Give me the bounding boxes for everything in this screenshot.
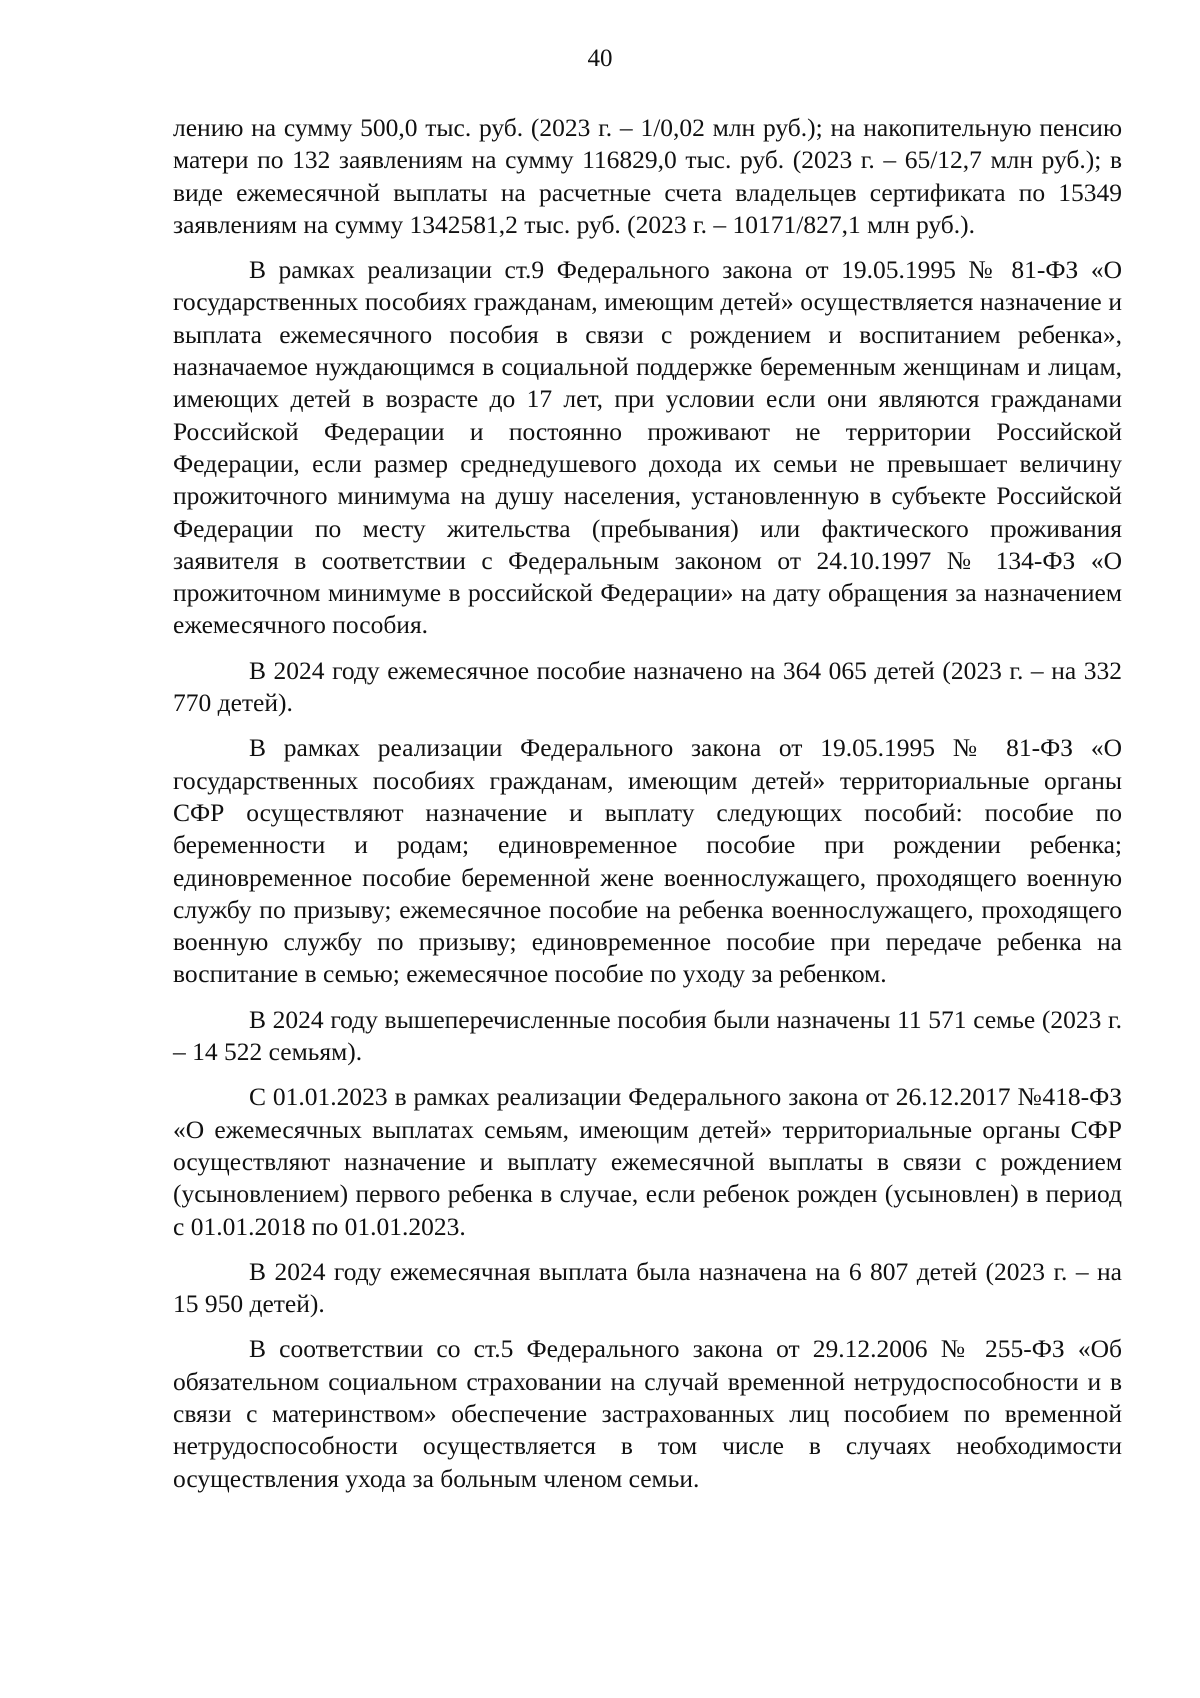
paragraph-state-benefits-law: В рамках реализации Федерального закона от 19.05.1995 № 81-ФЗ «О государственных пособиях гражданам, имеющим детей» территориальные органы СФР осуществляют назначение и выплату следующих пособий: пособие по беременности и родам; единовременное пособие при рождении ребенка; единовременное пособие беременной жене военнослужащего, проходящего военную службу по призыву; ежемесячное пособие на ребенка военнослужащего, проходящего военную службу по призыву; единовременное пособие при передаче ребенка на воспитание в семью; ежемесячное пособие по уходу за ребенком.: [173, 733, 1122, 989]
paragraph-continuation: лению на сумму 500,0 тыс. руб. (2023 г. – 1/0,02 млн руб.); на накопительную пенсию матери по 132 заявлениям на сумму 116829,0 тыс. руб. (2023 г. – 65/12,7 млн руб.); в виде ежемесячной выплаты на расчетные счета владельцев сертификата по 15349 заявлениям на сумму 1342581,2 тыс. руб. (2023 г. – 10171/827,1 млн руб.).: [173, 113, 1122, 239]
paragraph-monthly-allowance-count: В 2024 году ежемесячное пособие назначено на 364 065 детей (2023 г. – на 332 770 детей).: [173, 655, 1122, 718]
paragraph-monthly-allowance-law: В рамках реализации ст.9 Федерального закона от 19.05.1995 № 81-ФЗ «О государственных пособиях гражданам, имеющим детей» осуществляется назначение и выплата ежемесячного пособия в связи с рождением и воспитанием ребенка», назначаемое нуждающимся в социальной поддержке беременным женщинам и лицам, имеющих детей в возрасте до 17 лет, при условии если они являются гражданами Российской Федерации и постоянно проживают не территории Российской Федерации, если размер среднедушевого дохода их семьи не превышает величину прожиточного минимума на душу населения, установленную в субъекте Российской Федерации по месту жительства (пребывания) или фактического проживания заявителя в соответствии с Федеральным законом от 24.10.1997 № 134-ФЗ «О прожиточном минимуме в российской Федерации» на дату обращения за назначением ежемесячного пособия.: [173, 255, 1122, 640]
document-body: [173, 112, 1122, 1508]
paragraph-state-benefits-count: В 2024 году вышеперечисленные пособия были назначены 11 571 семье (2023 г. – 14 522 семьям).: [173, 1004, 1122, 1067]
paragraph-sick-leave-care: В соответствии со ст.5 Федерального закона от 29.12.2006 № 255-ФЗ «Об обязательном социальном страховании на случай временной нетрудоспособности и в связи с материнством» обеспечение застрахованных лиц пособием по временной нетрудоспособности осуществляется в том числе в случаях необходимости осуществления ухода за больным членом семьи.: [173, 1334, 1122, 1493]
page-number: 40: [587, 45, 613, 72]
paragraph-first-child-payment-count: В 2024 году ежемесячная выплата была назначена на 6 807 детей (2023 г. – на 15 950 детей).: [173, 1256, 1122, 1319]
paragraph-first-child-payment-law: С 01.01.2023 в рамках реализации Федерального закона от 26.12.2017 №418-ФЗ «О ежемесячных выплатах семьям, имеющим детей» территориальные органы СФР осуществляют назначение и выплату ежемесячной выплаты в связи с рождением (усыновлением) первого ребенка в случае, если ребенок рожден (усыновлен) в период с 01.01.2018 по 01.01.2023.: [173, 1082, 1122, 1241]
